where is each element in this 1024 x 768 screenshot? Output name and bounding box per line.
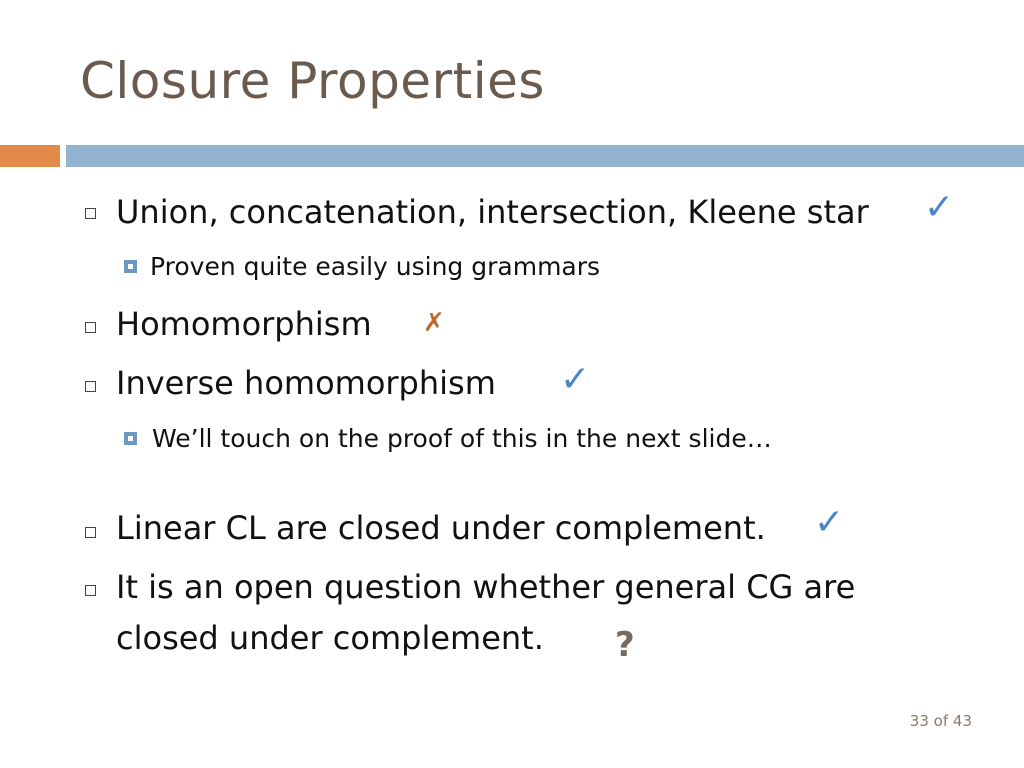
page-current: 33: [909, 712, 929, 730]
bullet-square: [85, 585, 96, 596]
slide-title: Closure Properties: [80, 52, 545, 110]
bullet-square: [85, 381, 96, 392]
cross-icon: ✗: [423, 308, 445, 338]
page-total: 43: [952, 712, 972, 730]
sub-bullet-text-grammars: Proven quite easily using grammars: [150, 252, 601, 281]
title-accent-bar-blue: [66, 145, 1024, 167]
bullet-text-inverse-homomorphism: Inverse homomorphism: [116, 364, 496, 402]
check-icon: ✓: [924, 187, 955, 228]
question-mark-icon: ?: [615, 625, 635, 665]
bullet-text-union: Union, concatenation, intersection, Kleene star: [116, 193, 869, 231]
bullet-square: [85, 527, 96, 538]
bullet-text-open-question-line2: closed under complement.: [116, 619, 544, 657]
bullet-text-linear-cl: Linear CL are closed under complement.: [116, 509, 766, 547]
check-icon: ✓: [560, 359, 591, 400]
title-accent-bar-orange: [0, 145, 60, 167]
sub-bullet-icon: [124, 260, 137, 273]
sub-bullet-text-proof: We’ll touch on the proof of this in the next slide…: [152, 424, 772, 453]
page-of: of: [933, 712, 949, 730]
page-number: [910, 712, 972, 730]
sub-bullet-icon: [124, 432, 137, 445]
bullet-square: [85, 322, 96, 333]
bullet-square: [85, 208, 96, 219]
bullet-text-open-question-line1: It is an open question whether general CG are: [116, 568, 856, 606]
check-icon: ✓: [814, 502, 845, 543]
bullet-text-homomorphism: Homomorphism: [116, 305, 372, 343]
